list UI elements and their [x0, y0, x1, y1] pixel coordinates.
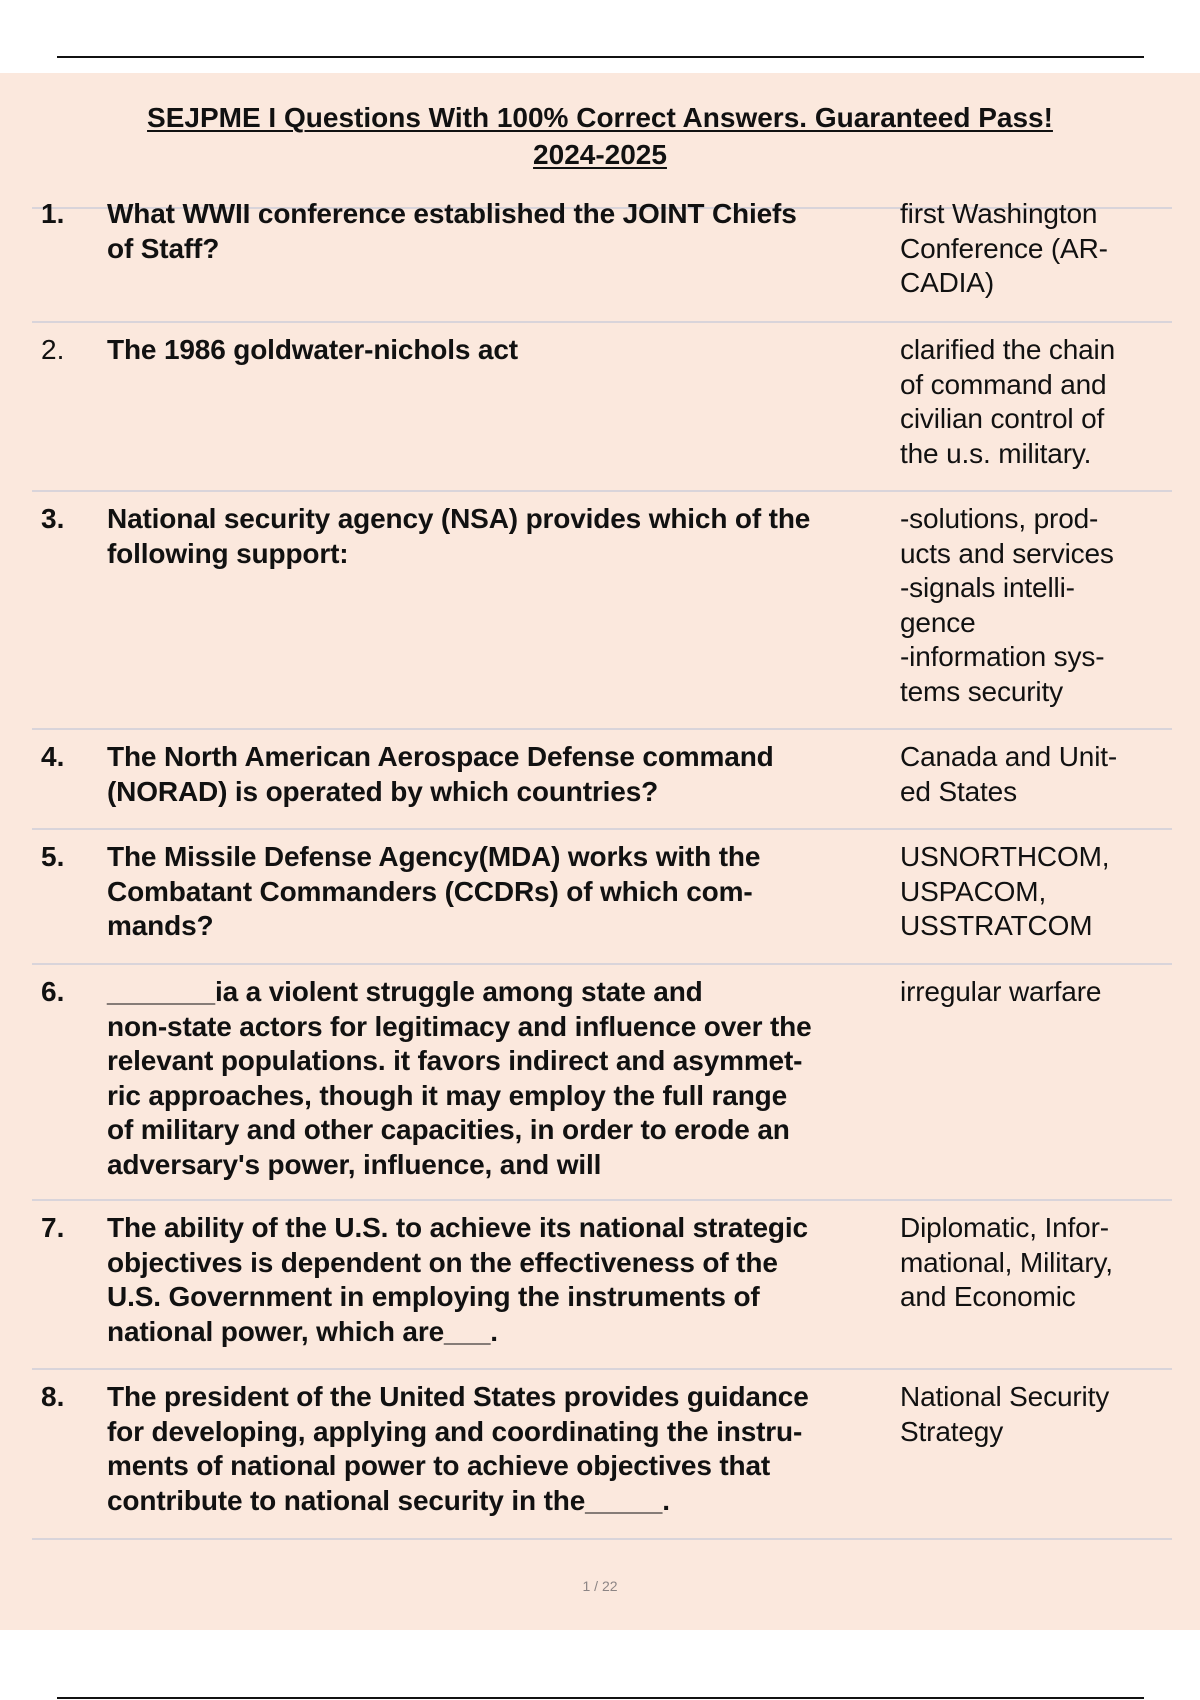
question-row-8 [32, 1370, 1172, 1540]
page-number: 1 / 22 [582, 1578, 618, 1594]
question-text: What WWII conference established the JOINT Chiefs of Staff? [107, 198, 797, 264]
answer-text: first Washington Conference (AR- CADIA) [900, 198, 1108, 298]
question-number: 6. [41, 976, 65, 1007]
title-line-2: 2024-2025 [533, 139, 667, 170]
answer-text: -solutions, prod- ucts and services -signals intelli- gence -information sys- tems security [900, 503, 1114, 707]
question-number: 2. [41, 334, 65, 365]
document-title [75, 99, 1125, 173]
question-number: 3. [41, 503, 65, 534]
answer-text: clarified the chain of command and civilian control of the u.s. military. [900, 334, 1116, 469]
question-number: 1. [41, 198, 65, 229]
question-row-4 [32, 730, 1172, 830]
question-row-2 [32, 323, 1172, 492]
question-text: _______ia a violent struggle among state and non-state actors for legitimacy and influence over the relevant populations. it favors indirect and asymmet- ric approaches, though it may employ the full range of military and other capacities, in order to erode an adversary's power, influence, and will [107, 976, 812, 1180]
question-row-1 [32, 187, 1172, 323]
question-number: 5. [41, 841, 65, 872]
question-number: 8. [41, 1381, 65, 1412]
answer-text: irregular warfare [900, 976, 1102, 1007]
question-text: The president of the United States provides guidance for developing, applying and coordinating the instru- ments of national power to achieve objectives that contribute to national security in the_____. [107, 1381, 809, 1516]
answer-text: Canada and Unit- ed States [900, 741, 1118, 807]
question-text: The Missile Defense Agency(MDA) works with the Combatant Commanders (CCDRs) of which com- mands? [107, 841, 761, 941]
question-number: 7. [41, 1212, 65, 1243]
question-text: The 1986 goldwater-nichols act [107, 334, 518, 365]
question-row-6 [32, 965, 1172, 1201]
question-number: 4. [41, 741, 65, 772]
document-page [0, 73, 1200, 1630]
answer-text: Diplomatic, Infor- mational, Military, and Economic [900, 1212, 1113, 1312]
question-text: The ability of the U.S. to achieve its national strategic objectives is dependent on the effectiveness of the U.S. Government in employing the instruments of national power, which are___. [107, 1212, 808, 1347]
answer-text: National Security Strategy [900, 1381, 1110, 1447]
question-row-7 [32, 1201, 1172, 1370]
question-text: The North American Aerospace Defense command (NORAD) is operated by which countries? [107, 741, 774, 807]
bottom-divider [57, 1697, 1144, 1699]
question-row-5 [32, 830, 1172, 965]
question-text: National security agency (NSA) provides which of the following support: [107, 503, 811, 569]
top-divider [57, 56, 1144, 58]
answer-text: USNORTHCOM, USPACOM, USSTRATCOM [900, 841, 1110, 941]
question-row-3 [32, 492, 1172, 730]
title-line-1: SEJPME I Questions With 100% Correct Answers. Guaranteed Pass! [147, 102, 1053, 133]
